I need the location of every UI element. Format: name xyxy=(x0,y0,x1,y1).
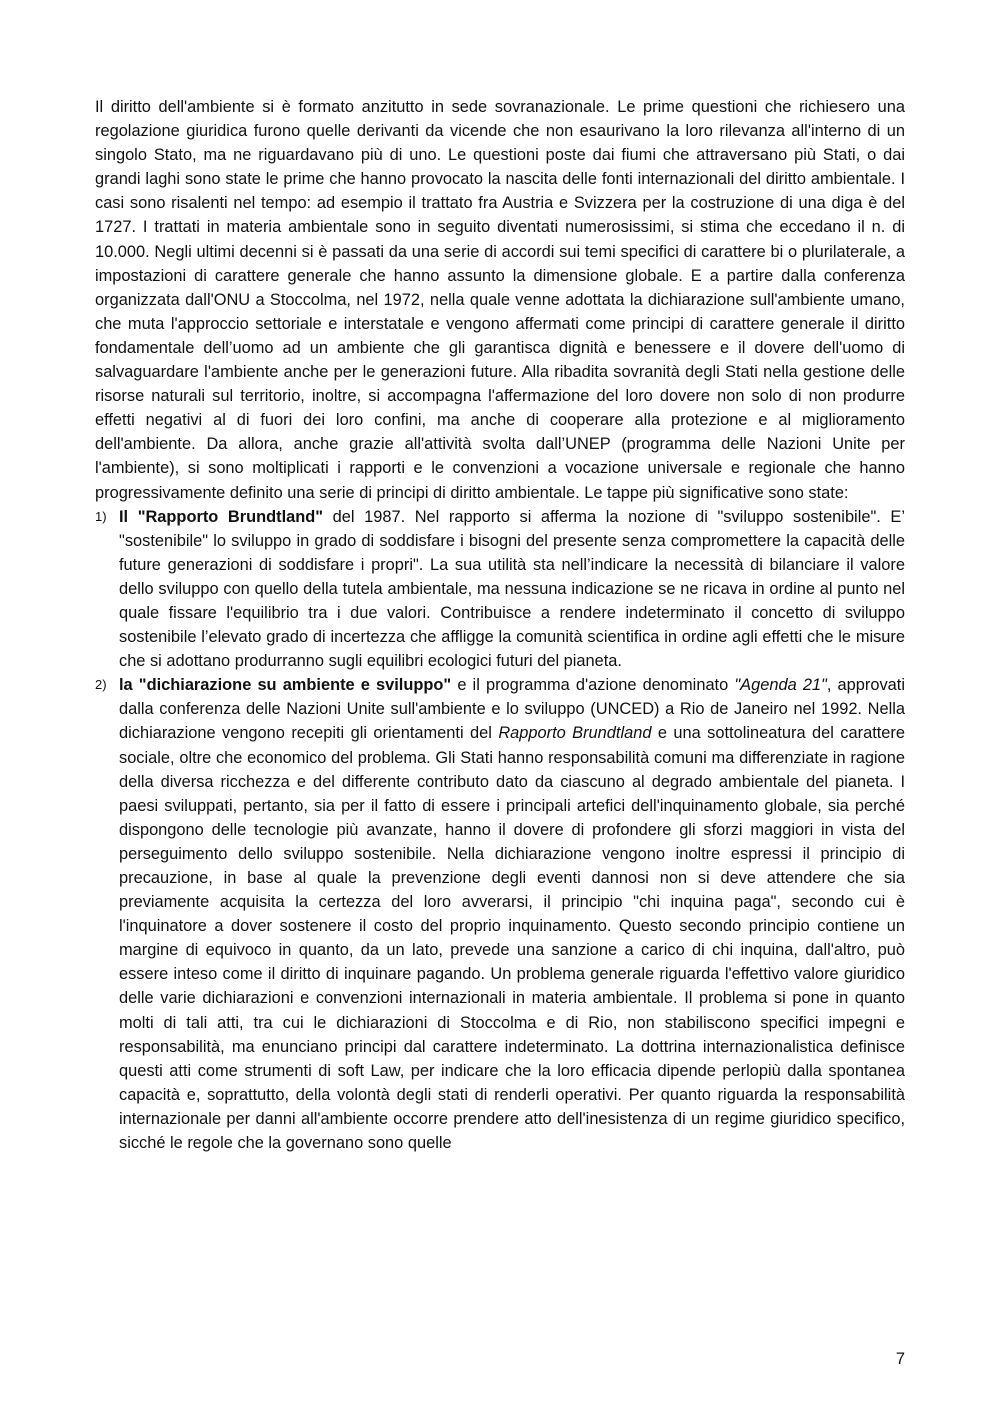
list-item xyxy=(95,505,905,674)
item-text: , approvati dalla conferenza delle Nazioni Unite sull'ambiente e lo sviluppo (UNCED) a Rio de Janeiro nel 1992. Nella dichiarazione vengono recepiti gli orientamenti del xyxy=(119,676,905,743)
page-number: 7 xyxy=(895,1350,905,1368)
item-heading: Il "Rapporto Brundtland" xyxy=(119,507,324,526)
item-text: e il programma d'azione denominato xyxy=(451,676,735,695)
list-marker: 1) xyxy=(95,508,107,524)
milestones-list xyxy=(95,505,905,1156)
item-italic: "Agenda 21" xyxy=(734,676,827,695)
item-heading: la "dichiarazione su ambiente e sviluppo" xyxy=(119,676,452,695)
list-item xyxy=(95,673,905,1155)
item-text: del 1987. Nel rapporto si afferma la nozione di "sviluppo sostenibile". E’ "sostenibile" lo sviluppo in grado di soddisfare i bisogni del presente senza compromettere la capacità delle future generazioni di soddisfare i propri". La sua utilità sta nell’indicare la necessità di bilanciare il valore dello sviluppo con quello della tutela ambientale, ma nessuna indicazione se ne ricava in ordine al punto nel quale fissare l'equilibrio tra i due valori. Contribuisce a rendere indeterminato il concetto di sviluppo sostenibile l’elevato grado di incertezza che affligge la comunità scientifica in ordine agli effetti che le misure che si adottano produrranno sugli equilibri ecologici futuri del pianeta. xyxy=(119,507,905,671)
item-text: e una sottolineatura del carattere sociale, oltre che economico del problema. Gli Stati hanno responsabilità comuni ma differenziate in ragione della diversa ricchezza e del differente contributo dato da ciascuno al degrado ambientale del pianeta. I paesi sviluppati, pertanto, sia per il fatto di essere i principali artefici dell'inquinamento globale, sia perché dispongono delle tecnologie più avanzate, hanno il dovere di profondere gli sforzi maggiori in vista del perseguimento dello sviluppo sostenibile. Nella dichiarazione vengono inoltre espressi il principio di precauzione, in base al quale la prevenzione degli eventi dannosi non si deve attendere che sia previamente acquisita la certezza del loro avverarsi, il principio "chi inquina paga", secondo cui è l'inquinatore a dover sostenere il costo del proprio inquinamento. Questo secondo principio contiene un margine di equivoco in quanto, da un lato, prevede una sanzione a carico di chi inquina, dall'altro, può essere inteso come il diritto di inquinare pagando. Un problema generale riguarda l'effettivo valore giuridico delle varie dichiarazioni e convenzioni internazionali in materia ambientale. Il problema si pone in quanto molti di tali atti, tra cui le dichiarazioni di Stoccolma e di Rio, non stabiliscono specifici impegni e responsabilità, ma enunciano principi dal carattere indeterminato. La dottrina internazionalistica definisce questi atti come strumenti di soft Law, per indicare che la loro efficacia dipende perlopiù dalla spontanea capacità e, soprattutto, della volontà degli stati di renderli operativi. Per quanto riguarda la responsabilità internazionale per danni all'ambiente occorre prendere atto dell'inesistenza di un regime giuridico specifico, sicché le regole che la governano sono quelle xyxy=(119,724,905,1153)
item-italic: Rapporto Brundtland xyxy=(498,724,652,743)
list-marker: 2) xyxy=(95,677,107,693)
intro-paragraph: Il diritto dell'ambiente si è formato anzitutto in sede sovranazionale. Le prime questioni che richiesero una regolazione giuridica furono quelle derivanti da vicende che non esaurivano la loro rilevanza all'interno di un singolo Stato, ma ne riguardavano più di uno. Le questioni poste dai fiumi che attraversano più Stati, o dai grandi laghi sono state le prime che hanno provocato la nascita delle fonti internazionali del diritto ambientale. I casi sono risalenti nel tempo: ad esempio il trattato fra Austria e Svizzera per la costruzione di una diga è del 1727. I trattati in materia ambientale sono in seguito diventati numerosissimi, si stima che eccedano il n. di 10.000. Negli ultimi decenni si è passati da una serie di accordi sui temi specifici di carattere bi o plurilaterale, a impostazioni di carattere generale che hanno assunto la dimensione globale. E a partire dalla conferenza organizzata dall'ONU a Stoccolma, nel 1972, nella quale venne adottata la dichiarazione sull'ambiente umano, che muta l'approccio settoriale e interstatale e vengono affermati come principi di carattere generale il diritto fondamentale dell’uomo ad un ambiente che gli garantisca dignità e benessere e il dovere dell'uomo di salvaguardare l'ambiente anche per le generazioni future. Alla ribadita sovranità degli Stati nella gestione delle risorse naturali sul territorio, inoltre, si accompagna l'affermazione del loro dovere non solo di non produrre effetti negativi al di fuori dei loro confini, ma anche di cooperare alla protezione e al miglioramento dell'ambiente. Da allora, anche grazie all'attività svolta dall’UNEP (programma delle Nazioni Unite per l'ambiente), si sono moltiplicati i rapporti e le convenzioni a vocazione universale e regionale che hanno progressivamente definito una serie di principi di diritto ambientale. Le tappe più significative sono state: xyxy=(95,98,905,502)
document-page xyxy=(95,95,905,1155)
